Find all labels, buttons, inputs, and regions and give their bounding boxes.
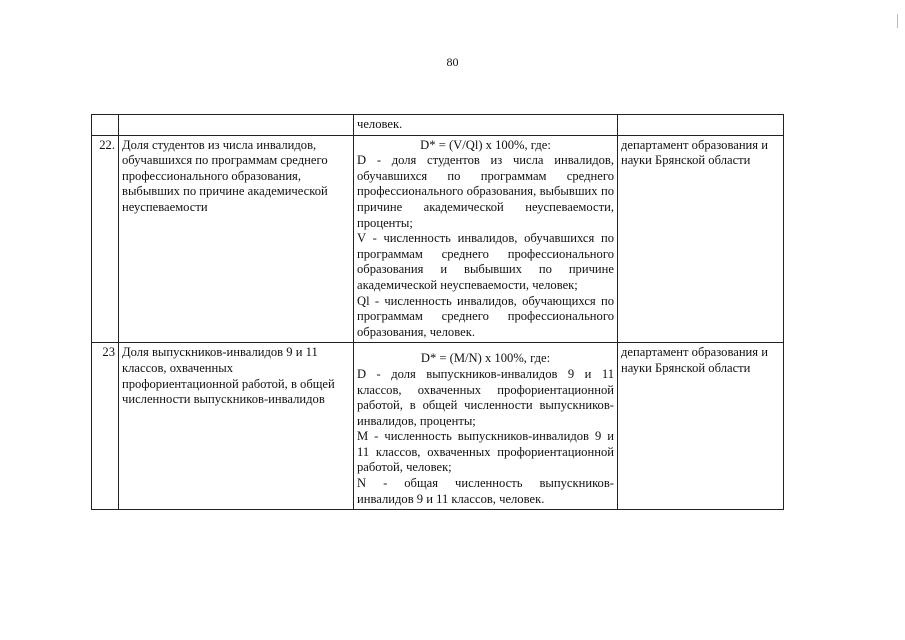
formula-definition: D - доля выпускников-инвалидов 9 и 11 классов, охваченных профориентационной работой, в общей численности выпускников-инвалидов, проценты;: [357, 366, 614, 428]
formula-definition: D - доля студентов из числа инвалидов, обучавшихся по программам среднего профессионального образования, выбывших по причине академической неуспеваемости, проценты;: [357, 153, 614, 230]
row-number-cell: [92, 115, 119, 136]
formula-expression: D* = (M/N) х 100%, где:: [420, 351, 551, 366]
table-row-23: [92, 343, 784, 510]
table-row-continuation: [92, 115, 784, 136]
row-number: 22.: [92, 135, 119, 343]
indicator-name: Доля выпускников-инвалидов 9 и 11 классов, охваченных профориентационной работой, в общей численности выпускников-инвалидов: [119, 343, 354, 510]
indicator-name: Доля студентов из числа инвалидов, обучавшихся по программам среднего профессионального образования, выбывших по причине академической неуспеваемости: [119, 135, 354, 343]
indicator-name-cell: [119, 115, 354, 136]
formula-definition: Ql - численность инвалидов, обучающихся по программам среднего профессионального образования, человек.: [357, 293, 614, 339]
formula-cell: [354, 343, 618, 510]
formula-definition: M - численность выпускников-инвалидов 9 и 11 классов, охваченных профориентационной работой, человек;: [357, 429, 614, 475]
row-number: 23: [92, 343, 119, 510]
responsible-body: департамент образования и науки Брянской области: [618, 343, 784, 510]
formula-cell: [354, 135, 618, 343]
responsible-cell: [618, 115, 784, 136]
table-row-22: [92, 135, 784, 343]
page-number: 80: [446, 55, 459, 69]
formula-expression: D* = (V/Ql) х 100%, где:: [420, 137, 551, 152]
indicator-table: [91, 114, 784, 510]
responsible-body: департамент образования и науки Брянской области: [618, 135, 784, 343]
formula-cell: [354, 115, 618, 136]
formula-tail-text: человек.: [357, 117, 403, 131]
scan-edge-mark: [897, 14, 898, 28]
formula-definition: N - общая численность выпускников-инвалидов 9 и 11 классов, человек.: [357, 476, 614, 506]
formula-definition: V - численность инвалидов, обучавшихся по программам среднего профессионального образования и выбывших по причине академической неуспеваемости, человек;: [357, 231, 614, 292]
